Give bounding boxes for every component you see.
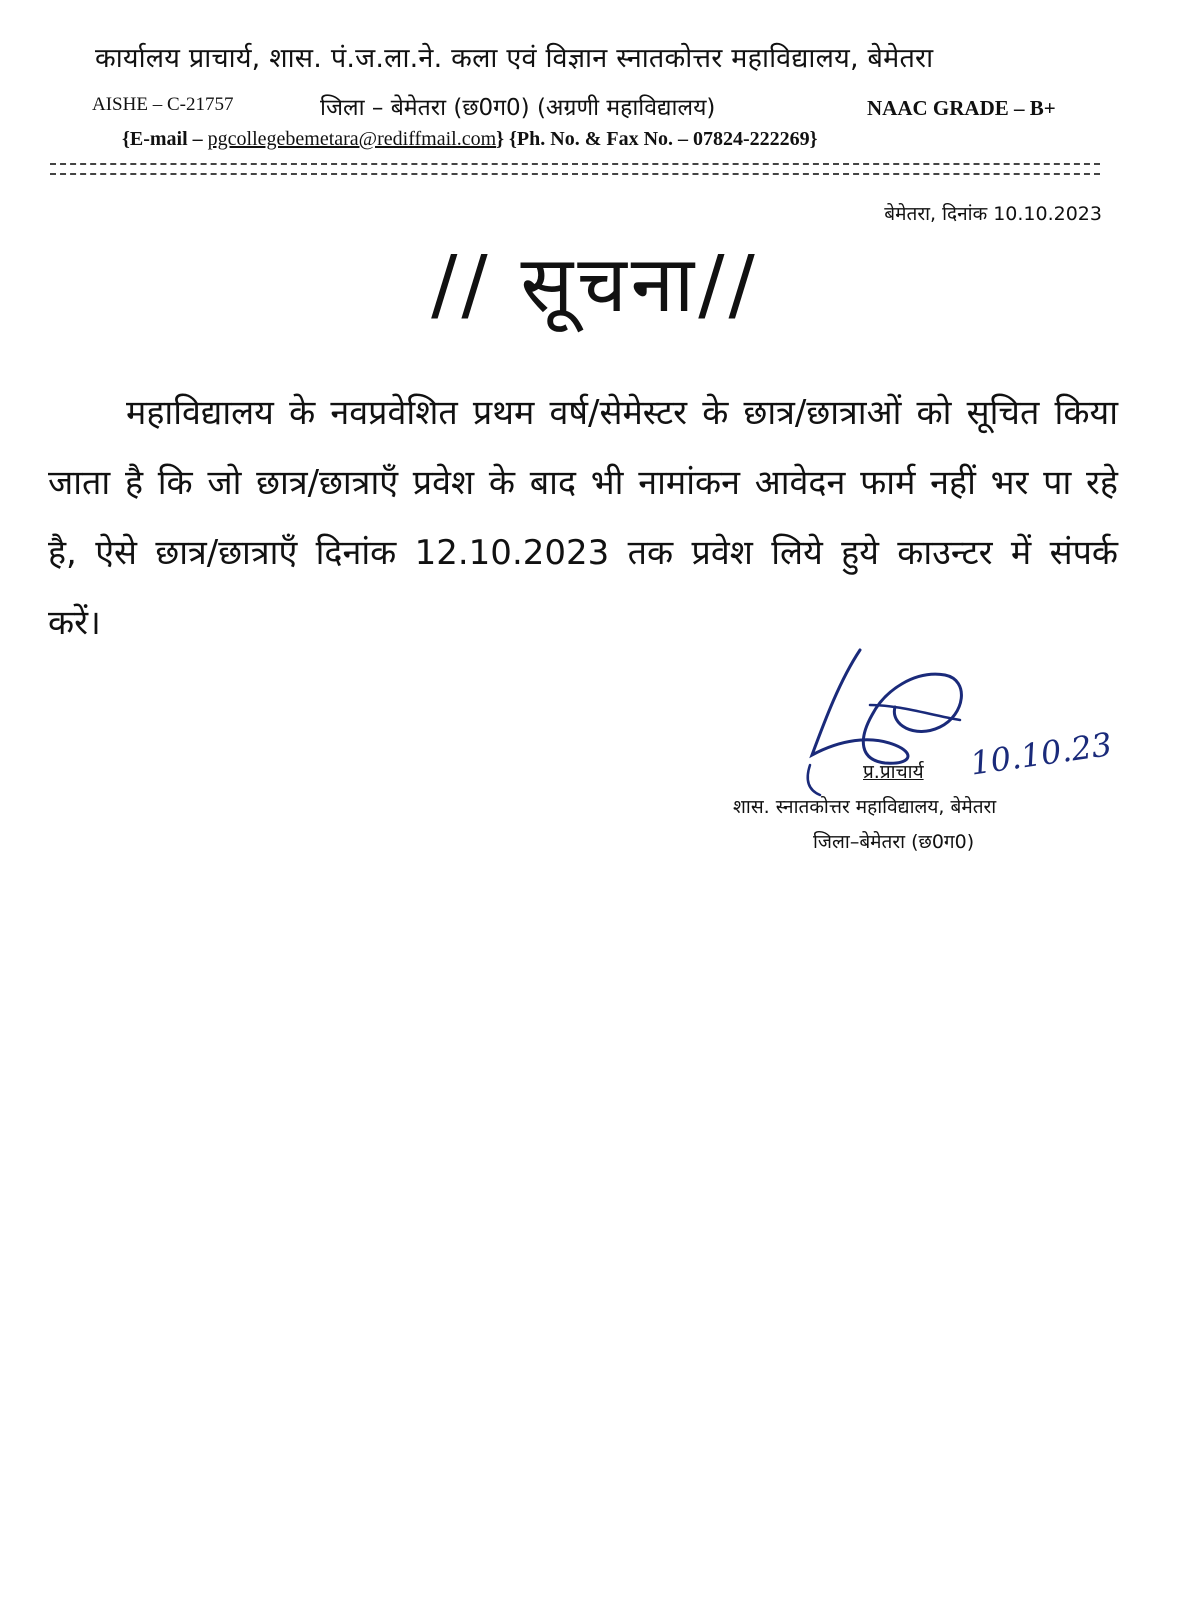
district-label: जिला – बेमेतरा (छ0ग0) (अग्रणी महाविद्यालय) (320, 95, 716, 121)
office-heading: कार्यालय प्राचार्य, शास. पं.ज.ला.ने. कला एवं विज्ञान स्नातकोत्तर महाविद्यालय, बेमेतरा (95, 43, 934, 74)
header-divider-bottom (50, 173, 1100, 175)
aishe-code: AISHE – C-21757 (92, 94, 234, 115)
email-suffix: } (496, 128, 505, 150)
signatory-district: जिला–बेमेतरा (छ0ग0) (813, 831, 975, 853)
email-link[interactable]: pgcollegebemetara@rediffmail.com (207, 128, 497, 150)
signature (800, 645, 1160, 815)
phone-fax: {Ph. No. & Fax No. – 07824-222269} (509, 128, 818, 150)
header-divider-top (50, 163, 1100, 165)
naac-grade: NAAC GRADE – B+ (867, 96, 1056, 120)
place-date: बेमेतरा, दिनांक 10.10.2023 (884, 203, 1102, 225)
notice-title: // सूचना// (431, 240, 759, 330)
header-info-row (92, 90, 1092, 124)
signatory-post: प्र.प्राचार्य (863, 761, 924, 783)
signatory-office: शास. स्नातकोत्तर महाविद्यालय, बेमेतरा (733, 796, 997, 818)
signature-date: 10.10.23 (967, 725, 1115, 783)
contact-row (122, 128, 1082, 151)
notice-body: महाविद्यालय के नवप्रवेशित प्रथम वर्ष/सेमेस्टर के छात्र/छात्राओं को सूचित किया जाता है कि जो छात्र/छात्राएँ प्रवेश के बाद भी नामांकन आवेदन फार्म नहीं भर पा रहे है, ऐसे छात्र/छात्राएँ दिनांक 12.10.2023 तक प्रवेश लिये हुये काउन्टर में संपर्क करें। (48, 393, 1118, 643)
email-prefix: {E-mail – (122, 128, 208, 150)
